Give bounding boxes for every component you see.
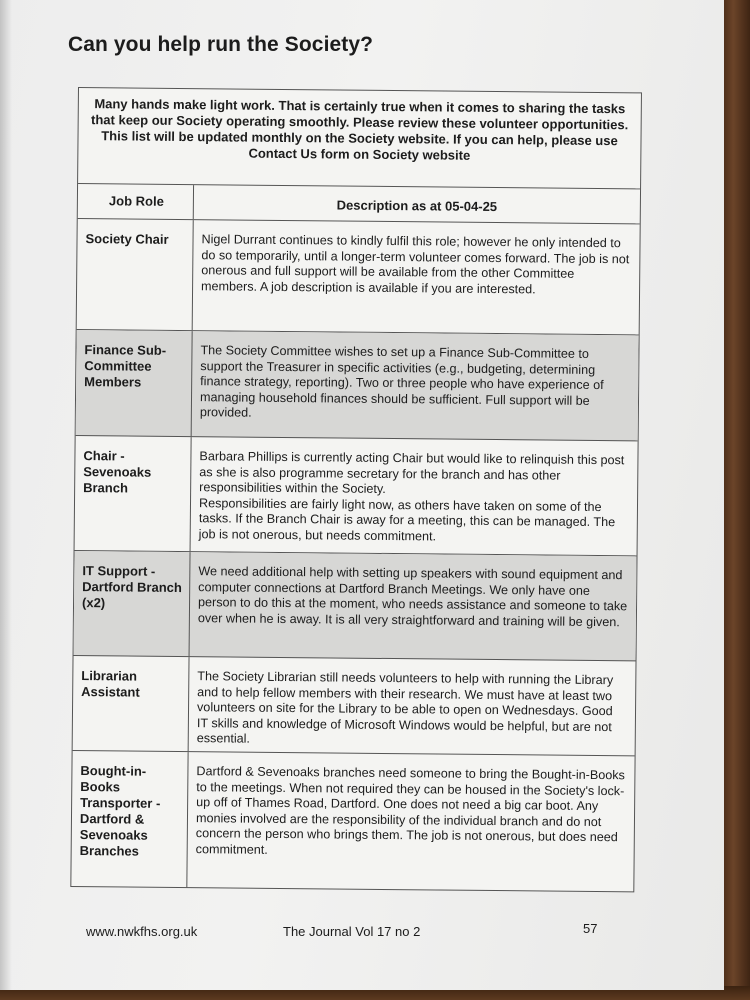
job-description: The Society Librarian still needs volunteers to help with running the Library and to help fellow members with their research. We must have at least two volunteers on site for the Library to be able to open on Wednesdays. Good IT skills and knowledge of Microsoft Windows would be helpful, but are not essential. xyxy=(196,669,614,747)
footer-website: www.nwkfhs.org.uk xyxy=(86,924,198,939)
job-role: Librarian Assistant xyxy=(73,656,190,751)
table-row xyxy=(74,551,637,661)
job-role: Society Chair xyxy=(77,219,194,330)
volunteer-table xyxy=(70,87,642,892)
job-description: The Society Committee wishes to set up a Finance Sub-Committee to support the Treasurer in specific activities (e.g., budgeting, determining finance strategy, reporting). Two or three people who have experience of managing household finances should be sufficient. Full support will be provided. xyxy=(199,343,604,421)
job-description: Dartford & Sevenoaks branches need someone to bring the Bought-in-Books to the meetings. When not required they can be housed in the Society's lock-up off of Thames Road, Dartford. One does not need a big car boot. Any monies involved are the responsibility of the individual branch and do not concern the person who brings them. The job is not onerous, but does need commitment. xyxy=(195,764,625,857)
job-description: Barbara Phillips is currently acting Chair but would like to relinquish this post as she is also programme secretary for the branch and has other responsibilities within the Society. Responsibilities are fairly light now, as others have taken on some of the tasks. If the Branch Chair is away for a meeting, this can be managed. The job is not onerous, but needs commitment. xyxy=(198,449,625,544)
header-job-role: Job Role xyxy=(78,184,194,219)
table-header-row xyxy=(78,184,640,224)
page-number: 57 xyxy=(583,921,598,936)
job-role: Bought-in-Books Transporter - Dartford & Sevenoaks Branches xyxy=(71,751,188,887)
spine-shadow xyxy=(0,0,12,990)
wood-background-right xyxy=(722,0,750,1000)
page-title: Can you help run the Society? xyxy=(68,33,374,56)
table-intro: Many hands make light work. That is certainly true when it comes to sharing the tasks that keep our Society operating smoothly. Please review these volunteer opportunities. This list will be updated monthly on the Society website. If you can help, please use Contact Us form on Society website xyxy=(78,88,641,189)
table-row xyxy=(76,330,639,441)
table-row xyxy=(75,436,638,556)
table-row xyxy=(71,751,634,891)
job-description: We need additional help with setting up speakers with sound equipment and computer connections at Dartford Branch Meetings. We only have one person to do this at the moment, who needs assistance and someone to take over when he is away. It is all very straightforward and training will be given. xyxy=(197,564,628,630)
header-description: Description as at 05-04-25 xyxy=(336,197,498,215)
job-role: IT Support - Dartford Branch (x2) xyxy=(74,551,191,656)
job-role: Chair - Sevenoaks Branch xyxy=(75,436,192,551)
table-row xyxy=(77,219,640,335)
table-row xyxy=(73,656,636,756)
job-description: Nigel Durrant continues to kindly fulfil this role; however he only intended to do so temporarily, until a longer-term volunteer comes forward. The job is not onerous and full support will be available from the other Committee members. A job description is available if you are interested. xyxy=(201,232,630,297)
job-role: Finance Sub-Committee Members xyxy=(76,330,193,436)
footer-journal: The Journal Vol 17 no 2 xyxy=(283,924,421,939)
